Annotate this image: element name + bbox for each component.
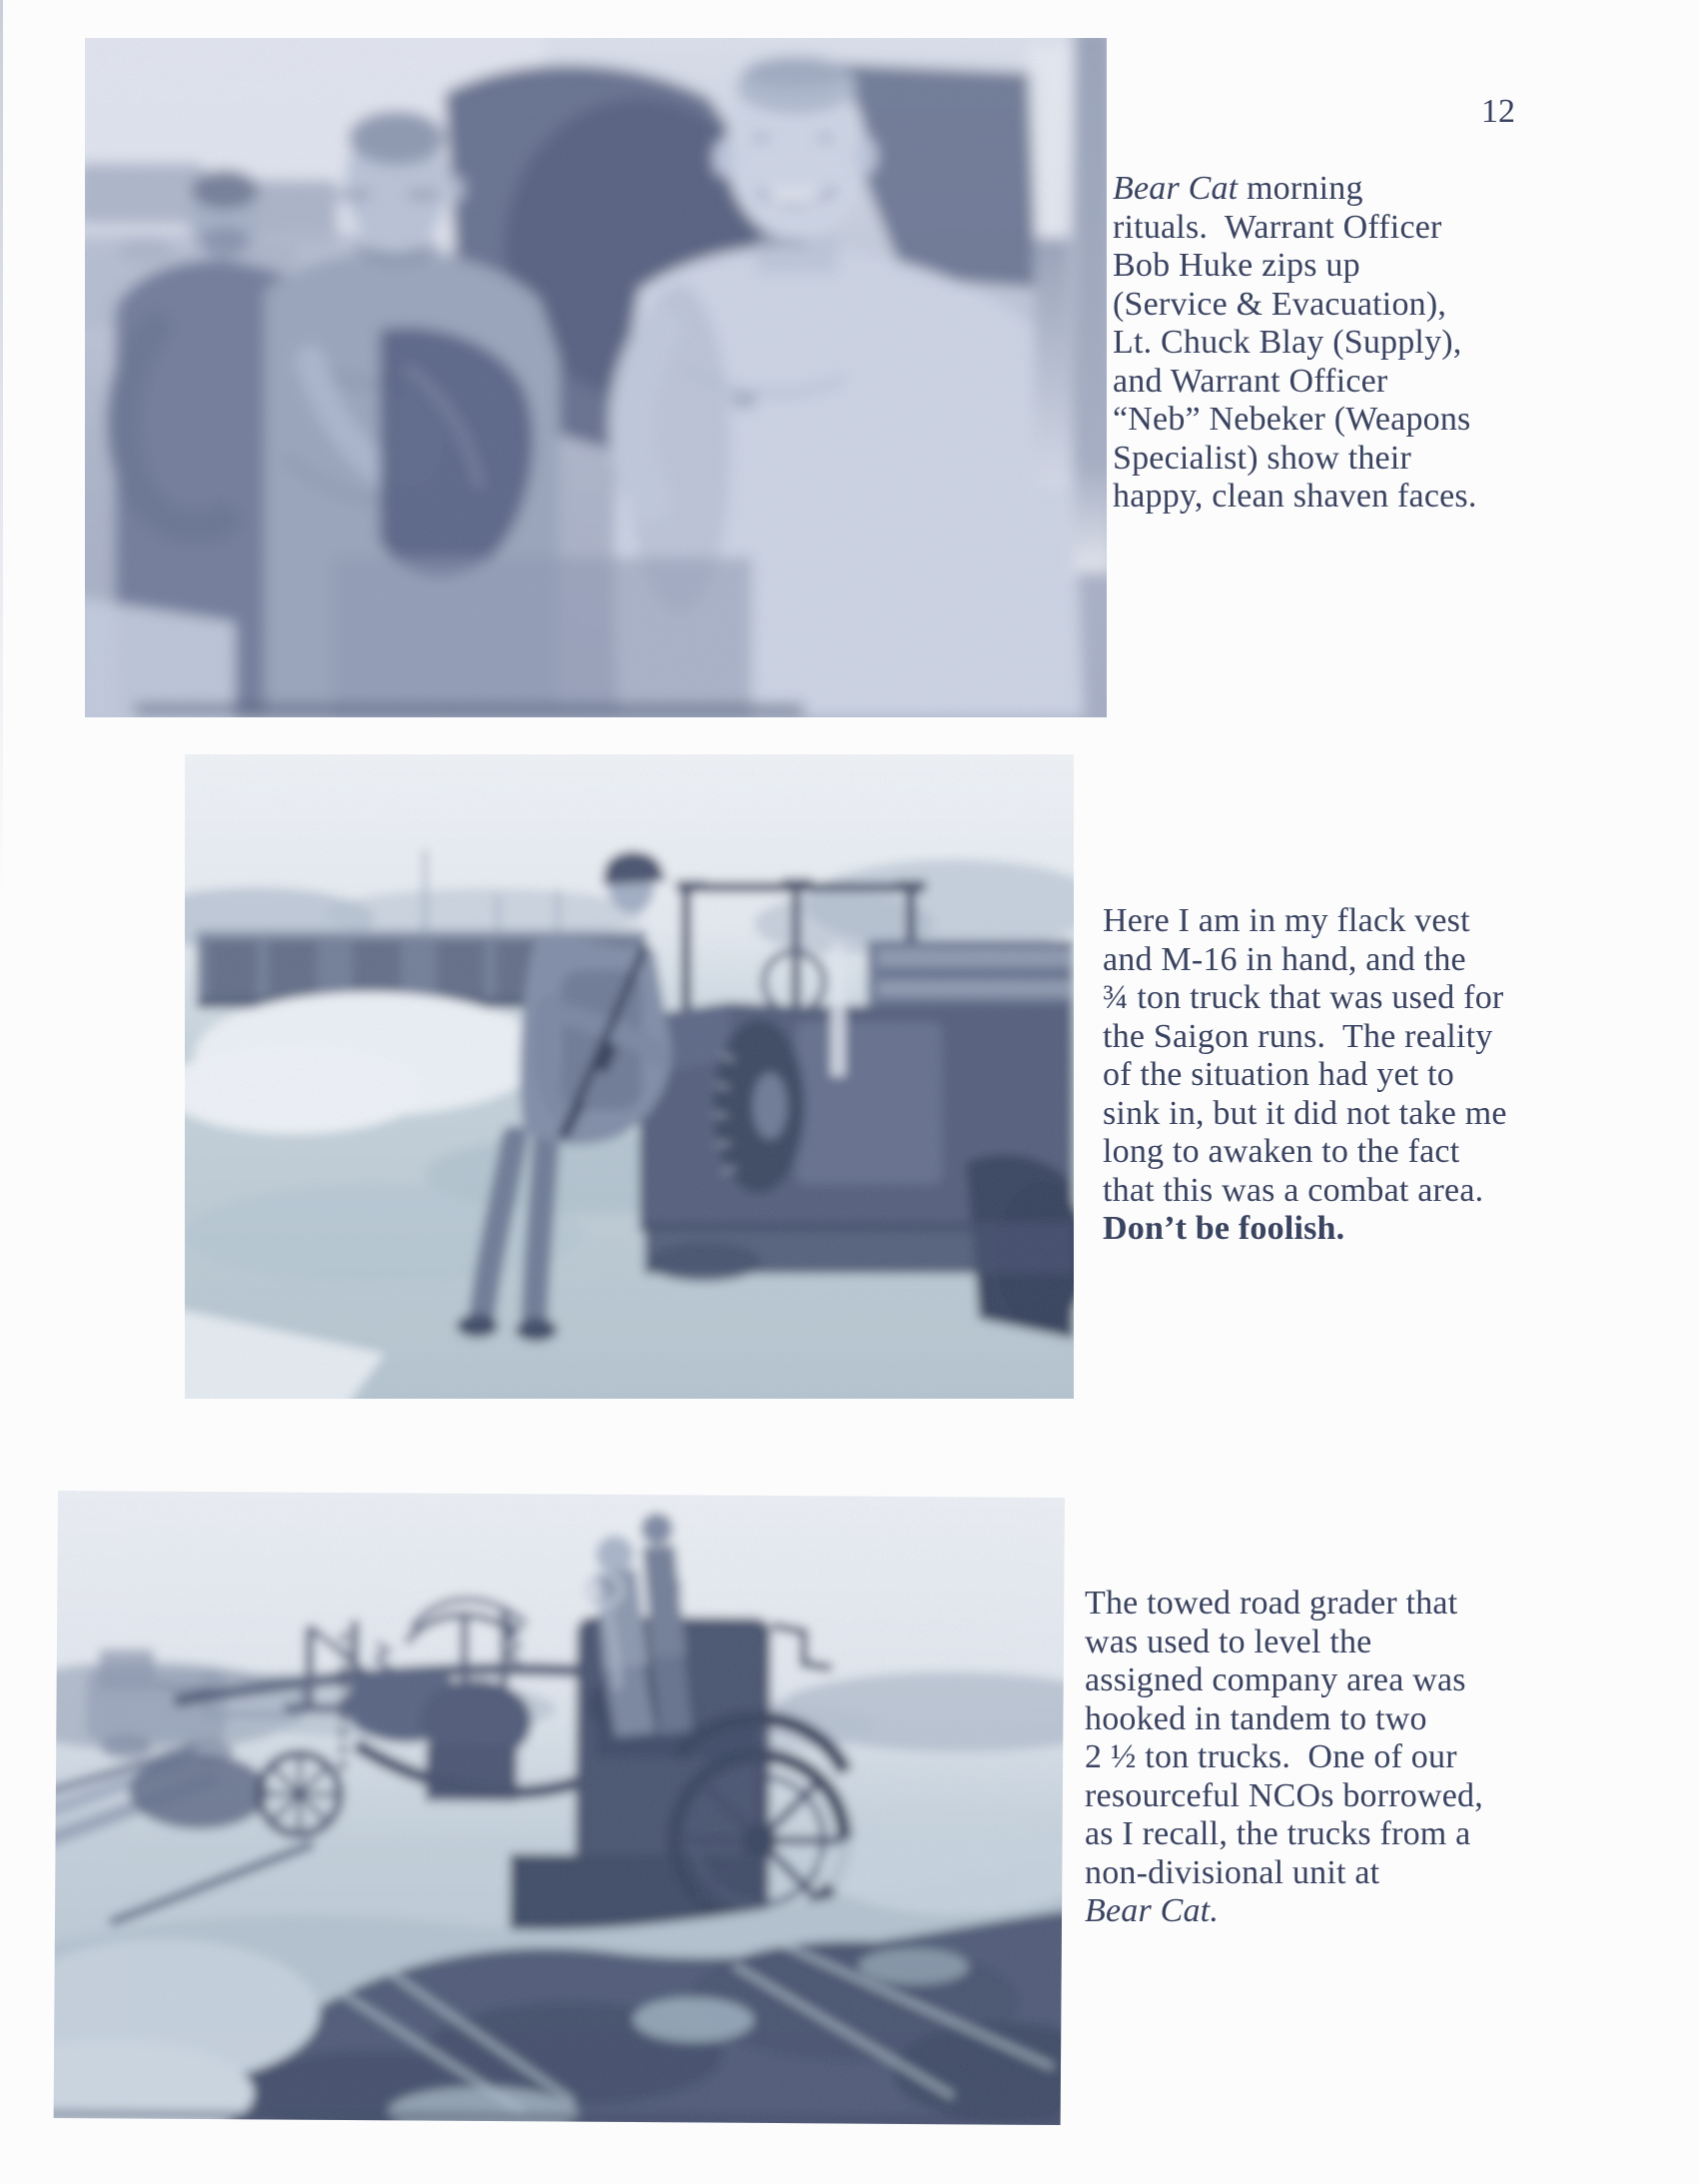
caption-line: and Warrant Officer (1113, 362, 1388, 400)
caption-line: Here I am in my flack vest (1103, 902, 1470, 939)
caption-line: The towed road grader that (1085, 1585, 1458, 1622)
caption-line: Don’t be foolish. (1103, 1210, 1345, 1247)
caption-line: 2 ½ ton trucks. One of our (1085, 1738, 1457, 1775)
caption-line: assigned company area was (1085, 1661, 1466, 1698)
caption-line: Bob Huke zips up (1113, 247, 1360, 284)
caption-line: non-divisional unit at (1085, 1853, 1380, 1891)
caption-line: was used to level the (1085, 1623, 1372, 1660)
page-number: 12 (1481, 93, 1515, 130)
photo-road-grader (54, 1491, 1065, 2125)
caption-line: (Service & Evacuation), (1113, 285, 1447, 323)
caption-line: resourceful NCOs borrowed, (1085, 1776, 1483, 1814)
photo-morning-rituals (85, 38, 1107, 717)
photo-morning-rituals-image (85, 38, 1107, 717)
photo-soldier-truck (185, 754, 1074, 1399)
caption-line: Bear Cat. (1085, 1892, 1220, 1929)
caption-line: sink in, but it did not take me (1103, 1094, 1507, 1132)
caption-road-grader (1085, 1585, 1514, 1931)
caption-line: Specialist) show their (1113, 439, 1412, 477)
caption-line: long to awaken to the fact (1103, 1133, 1460, 1170)
caption-line: the Saigon runs. The reality (1103, 1017, 1493, 1055)
caption-line: hooked in tandem to two (1085, 1699, 1427, 1737)
caption-line: as I recall, the trucks from a (1085, 1815, 1471, 1852)
scan-edge-shade (0, 0, 3, 899)
caption-line: “Neb” Nebeker (Weapons (1113, 401, 1471, 438)
caption-morning-rituals (1113, 170, 1542, 517)
caption-line: ¾ ton truck that was used for (1103, 979, 1504, 1016)
caption-line: and M-16 in hand, and the (1103, 940, 1466, 978)
photo-soldier-truck-image (185, 754, 1074, 1399)
caption-line: Bear Cat morning (1113, 170, 1363, 207)
caption-line: that this was a combat area. (1103, 1171, 1484, 1209)
caption-soldier-truck (1103, 902, 1552, 1249)
caption-line: happy, clean shaven faces. (1113, 478, 1477, 515)
caption-line: of the situation had yet to (1103, 1056, 1454, 1093)
caption-line: Lt. Chuck Blay (Supply), (1113, 324, 1462, 361)
caption-line: rituals. Warrant Officer (1113, 208, 1442, 246)
photo-road-grader-image (54, 1491, 1065, 2125)
